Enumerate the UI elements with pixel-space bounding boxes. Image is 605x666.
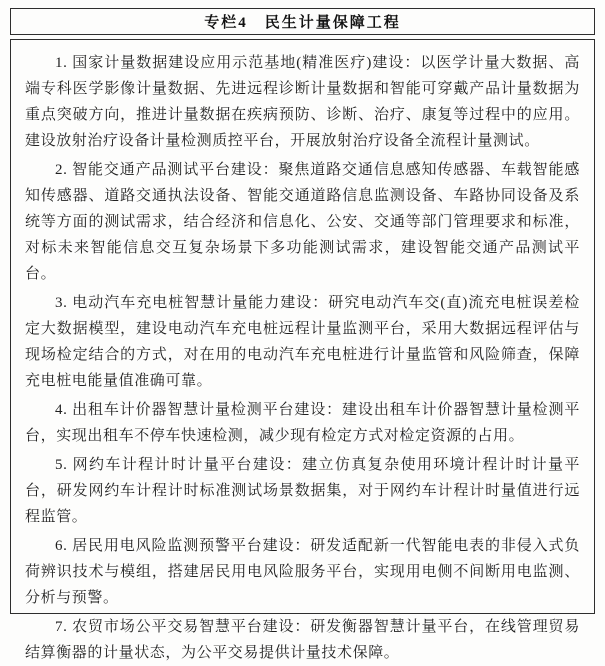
- paragraph-6: 6. 居民用电风险监测预警平台建设：研发适配新一代智能电表的非侵入式负荷辨识技术与模组，搭建居民用电风险服务平台，实现用电侧不间断用电监测、分析与预警。: [25, 538, 580, 606]
- paragraph-2: 2. 智能交通产品测试平台建设：聚焦道路交通信息感知传感器、车载智能感知传感器、道路交通执法设备、智能交通道路信息监测设备、车路协同设备及系统等方面的测试需求，结合经济和信息化、公安、交通等部门管理要求和标准，对标未来智能信息交互复杂场景下多功能测试需求，建设智能交通产品测试平台。: [25, 162, 580, 282]
- paragraph-4: 4. 出租车计价器智慧计量检测平台建设：建设出租车计价器智慧计量检测平台，实现出租车不停车快速检测，减少现有检定方式对检定资源的占用。: [25, 402, 580, 444]
- paragraph-7: 7. 农贸市场公平交易智慧平台建设：研发衡器智慧计量平台，在线管理贸易结算衡器的计量状态，为公平交易提供计量技术保障。: [25, 619, 580, 661]
- panel-body: [10, 39, 595, 661]
- paragraph-3: 3. 电动汽车充电桩智慧计量能力建设：研究电动汽车交(直)流充电桩误差检定大数据模型，建设电动汽车充电桩远程计量监测平台，采用大数据远程评估与现场检定结合的方式，对在用的电动汽车充电桩进行计量监管和风险筛查，保障充电桩电能量值准确可靠。: [25, 295, 580, 389]
- paragraph-5: 5. 网约车计程计时计量平台建设：建立仿真复杂使用环境计程计时计量平台，研发网约车计程计时标准测试场景数据集，对于网约车计程计时量值进行远程监管。: [25, 457, 580, 525]
- panel-title-box: [10, 8, 595, 35]
- paragraph-1: 1. 国家计量数据建设应用示范基地(精准医疗)建设：以医学计量大数据、高端专科医学影像计量数据、先进远程诊断计量数据和智能可穿戴产品计量数据为重点突破方向，推进计量数据在疾病预防、诊断、治疗、康复等过程中的应用。建设放射治疗设备计量检测质控平台，开展放射治疗设备全流程计量测试。: [25, 55, 580, 149]
- panel-title: 专栏4 民生计量保障工程: [204, 15, 401, 31]
